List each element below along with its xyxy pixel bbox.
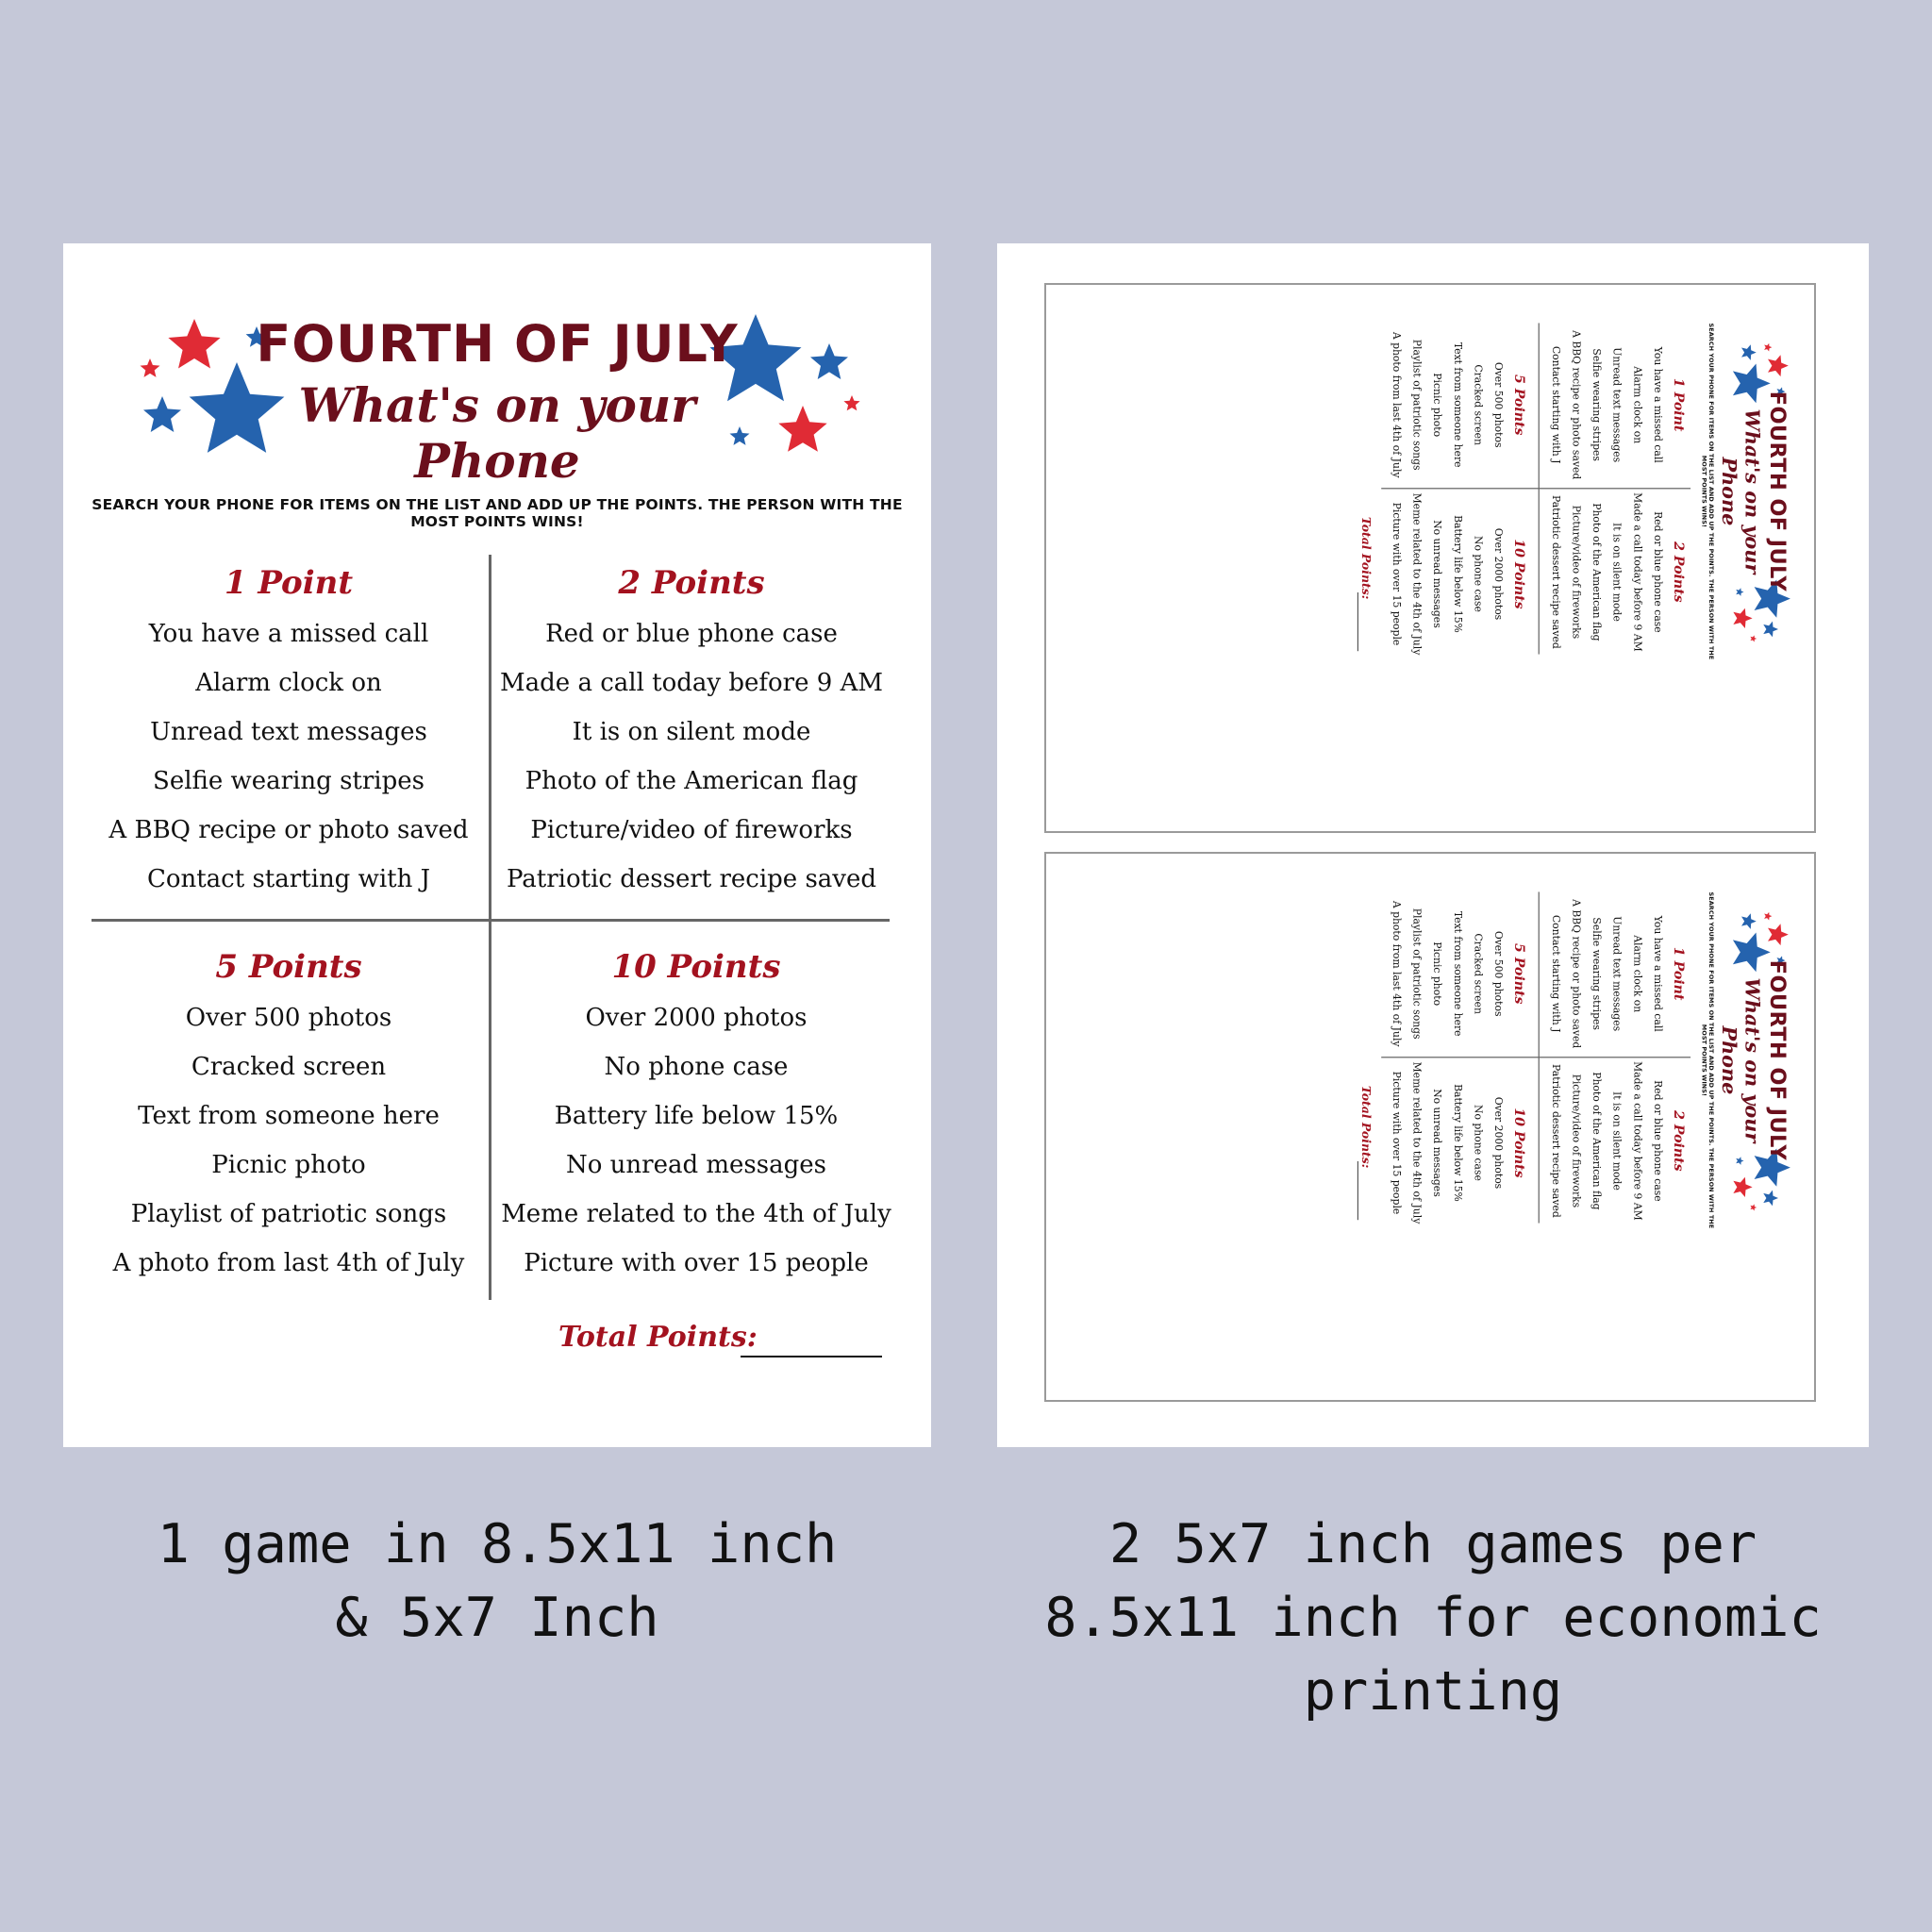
divider-vertical	[489, 555, 491, 1300]
game-instructions: SEARCH YOUR PHONE FOR ITEMS ON THE LIST AND ADD UP THE POINTS. THE PERSON WITH THE MOST POINTS WINS!	[1700, 891, 1715, 1229]
points-heading: 10 Points	[1511, 539, 1527, 609]
star-icon	[1733, 608, 1752, 628]
star-icon	[1763, 622, 1778, 638]
list-item: It is on silent mode	[572, 718, 811, 746]
points-section	[1546, 891, 1688, 1055]
list-item: Selfie wearing stripes	[153, 767, 425, 795]
list-item: A photo from last 4th of July	[1391, 900, 1403, 1047]
list-item: Picture with over 15 people	[1391, 1071, 1403, 1215]
list-item: Contact starting with J	[1550, 914, 1562, 1033]
star-icon	[1750, 1204, 1757, 1210]
caption-single-game	[63, 1507, 931, 1655]
list-item: Picnic photo	[211, 1151, 366, 1179]
list-item: Photo of the American flag	[1591, 503, 1603, 641]
list-item: Made a call today before 9 AM	[500, 669, 883, 697]
list-item: Meme related to the 4th of July	[1410, 492, 1424, 656]
game-card	[1320, 880, 1816, 1241]
list-item: Over 2000 photos	[1492, 1096, 1505, 1190]
list-item: Picture with over 15 people	[1391, 502, 1403, 646]
double-game-sheet	[997, 243, 1869, 1447]
list-item: It is on silent mode	[1610, 522, 1624, 622]
mini-game-card-bottom	[1044, 852, 1816, 1402]
list-item: Over 500 photos	[1492, 361, 1505, 448]
total-points-blank	[1357, 1161, 1358, 1220]
list-item: Made a call today before 9 AM	[1631, 492, 1643, 652]
list-item: No unread messages	[566, 1151, 826, 1179]
divider-vertical	[1381, 488, 1690, 489]
points-section	[92, 562, 486, 904]
list-item: A photo from last 4th of July	[112, 1249, 465, 1277]
star-icon	[143, 396, 181, 432]
points-section	[1546, 1058, 1688, 1223]
star-icon	[1741, 344, 1757, 360]
list-item: No phone case	[604, 1053, 789, 1081]
list-item: Unread text messages	[1610, 347, 1624, 463]
list-item: No phone case	[1472, 536, 1484, 612]
list-item: Cracked screen	[1472, 364, 1484, 445]
list-item: Red or blue phone case	[1651, 511, 1664, 633]
list-item: Red or blue phone case	[1651, 1080, 1664, 1202]
points-section	[1387, 891, 1528, 1055]
list-item: Picnic photo	[1431, 941, 1443, 1007]
list-item: Playlist of patriotic songs	[1410, 908, 1424, 1040]
total-points-blank	[1357, 592, 1358, 651]
points-heading: 1 Point	[1671, 377, 1687, 432]
total-points-blank	[741, 1356, 882, 1357]
divider-horizontal	[1539, 891, 1540, 1223]
list-item: Picture/video of fireworks	[1570, 1074, 1583, 1208]
list-item: Patriotic dessert recipe saved	[1550, 1064, 1562, 1218]
list-item: It is on silent mode	[1610, 1091, 1624, 1191]
star-icon	[1733, 1177, 1752, 1197]
points-heading: 1 Point	[1671, 946, 1687, 1001]
total-points-label: Total Points:	[558, 1321, 758, 1354]
list-item: A BBQ recipe or photo saved	[108, 816, 469, 844]
list-item: No unread messages	[1431, 1089, 1443, 1197]
mini-game-card-top	[1044, 283, 1816, 833]
list-item: Cracked screen	[191, 1053, 387, 1081]
star-icon	[1768, 355, 1789, 376]
star-icon	[1764, 912, 1772, 921]
divider-vertical	[1381, 1057, 1690, 1058]
list-item: Text from someone here	[1451, 910, 1464, 1037]
list-item: Photo of the American flag	[525, 767, 858, 795]
list-item: Over 500 photos	[1492, 930, 1505, 1017]
list-item: Meme related to the 4th of July	[1410, 1061, 1424, 1224]
divider-horizontal	[92, 919, 890, 922]
list-item: Picture/video of fireworks	[530, 816, 853, 844]
game-card	[1320, 311, 1816, 672]
total-points-label: Total Points:	[1358, 516, 1374, 600]
game-subtitle: What's on your Phone	[1718, 977, 1765, 1143]
list-item: Meme related to the 4th of July	[501, 1200, 891, 1228]
points-heading: 10 Points	[611, 948, 781, 986]
star-icon	[1764, 343, 1772, 352]
list-item: A BBQ recipe or photo saved	[1570, 899, 1583, 1049]
list-item: Picture/video of fireworks	[1570, 505, 1583, 640]
points-section	[1387, 1058, 1528, 1226]
star-icon	[1763, 1191, 1778, 1207]
list-item: Selfie wearing stripes	[1591, 917, 1603, 1030]
game-instructions: SEARCH YOUR PHONE FOR ITEMS ON THE LIST AND ADD UP THE POINTS. THE PERSON WITH THE MOST POINTS WINS!	[92, 496, 903, 530]
list-item: Picture with over 15 people	[524, 1249, 869, 1277]
list-item: Selfie wearing stripes	[1591, 348, 1603, 461]
list-item: A BBQ recipe or photo saved	[1570, 330, 1583, 480]
list-item: Alarm clock on	[1631, 366, 1643, 444]
list-item: Unread text messages	[150, 718, 427, 746]
game-subtitle: What's on your Phone	[1718, 408, 1765, 575]
list-item: Unread text messages	[1610, 916, 1624, 1032]
list-item: Patriotic dessert recipe saved	[506, 865, 877, 893]
star-icon	[168, 319, 220, 369]
points-heading: 1 Point	[224, 564, 354, 602]
list-item: Cracked screen	[1472, 933, 1484, 1014]
caption-double-game	[997, 1507, 1869, 1728]
list-item: Battery life below 15%	[554, 1102, 839, 1130]
points-heading: 5 Points	[215, 948, 362, 986]
list-item: Made a call today before 9 AM	[1631, 1061, 1643, 1221]
total-points-label: Total Points:	[1358, 1085, 1374, 1169]
caption-line: 1 game in 8.5x11 inch	[157, 1513, 838, 1575]
list-item: You have a missed call	[1651, 346, 1664, 463]
single-game-sheet	[63, 243, 931, 1447]
list-item: Contact starting with J	[146, 865, 431, 893]
points-section	[1387, 490, 1528, 658]
list-item: No phone case	[1472, 1105, 1484, 1181]
points-section	[1387, 323, 1528, 486]
list-item: Picnic photo	[1431, 373, 1443, 438]
list-item: Alarm clock on	[195, 669, 382, 697]
game-title: FOURTH OF JULY	[1765, 391, 1790, 591]
list-item: You have a missed call	[1651, 915, 1664, 1032]
list-item: Over 2000 photos	[585, 1004, 808, 1032]
list-item: You have a missed call	[148, 620, 429, 648]
list-item: Text from someone here	[1451, 341, 1464, 468]
caption-line: printing	[1303, 1660, 1563, 1723]
game-instructions: SEARCH YOUR PHONE FOR ITEMS ON THE LIST AND ADD UP THE POINTS. THE PERSON WITH THE MOST POINTS WINS!	[1700, 323, 1715, 660]
points-section	[92, 946, 486, 1288]
star-icon	[843, 395, 859, 410]
star-icon	[778, 406, 826, 452]
list-item: Red or blue phone case	[545, 620, 838, 648]
list-item: Alarm clock on	[1631, 935, 1643, 1013]
list-item: No unread messages	[1431, 520, 1443, 628]
game-title: FOURTH OF JULY	[1765, 959, 1790, 1160]
caption-line: & 5x7 Inch	[335, 1587, 659, 1649]
points-heading: 5 Points	[1511, 374, 1527, 436]
game-title: FOURTH OF JULY	[256, 314, 739, 374]
points-heading: 5 Points	[1511, 942, 1527, 1005]
points-heading: 2 Points	[1671, 1110, 1687, 1172]
list-item: Photo of the American flag	[1591, 1072, 1603, 1210]
points-section	[1546, 323, 1688, 486]
list-item: Over 500 photos	[185, 1004, 392, 1032]
list-item: Text from someone here	[138, 1102, 440, 1130]
points-section	[493, 946, 899, 1288]
game-card	[63, 243, 931, 1447]
list-item: Battery life below 15%	[1451, 1084, 1464, 1202]
star-icon	[141, 358, 160, 377]
points-heading: 2 Points	[618, 564, 765, 602]
points-heading: 2 Points	[1671, 541, 1687, 603]
caption-line: 2 5x7 inch games per	[1108, 1513, 1757, 1575]
divider-horizontal	[1539, 323, 1540, 654]
game-subtitle: What's on your Phone	[298, 377, 696, 489]
list-item: Battery life below 15%	[1451, 515, 1464, 633]
star-icon	[1750, 635, 1757, 641]
caption-line: 8.5x11 inch for economic	[1044, 1587, 1822, 1649]
list-item: Playlist of patriotic songs	[130, 1200, 447, 1228]
list-item: A photo from last 4th of July	[1391, 331, 1403, 478]
list-item: Playlist of patriotic songs	[1410, 339, 1424, 471]
list-item: Patriotic dessert recipe saved	[1550, 495, 1562, 649]
list-item: Contact starting with J	[1550, 345, 1562, 464]
list-item: Over 2000 photos	[1492, 527, 1505, 621]
points-section	[493, 562, 890, 904]
points-heading: 10 Points	[1511, 1108, 1527, 1178]
star-icon	[1768, 924, 1789, 945]
points-section	[1546, 490, 1688, 654]
star-icon	[810, 343, 848, 379]
star-icon	[1741, 913, 1757, 929]
